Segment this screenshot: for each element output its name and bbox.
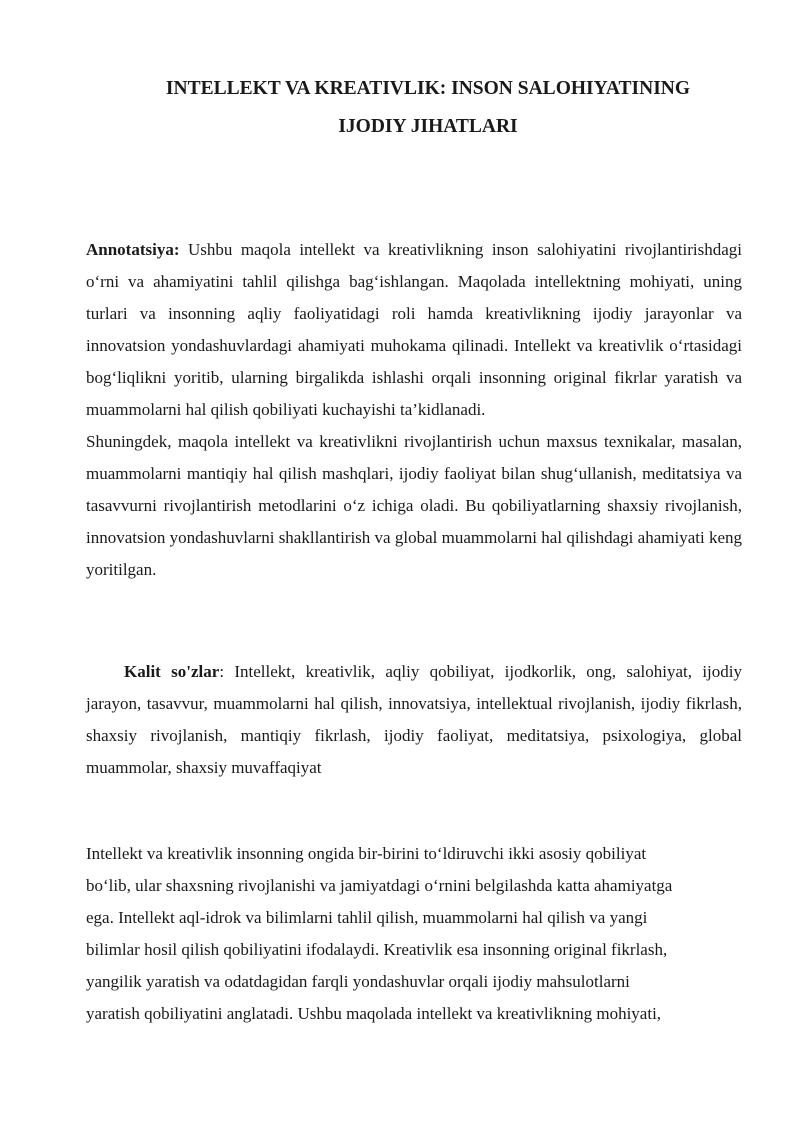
- abstract-label: Annotatsiya:: [86, 240, 180, 259]
- body-paragraph: [86, 838, 742, 1030]
- body-line: bilimlar hosil qilish qobiliyatini ifodalaydi. Kreativlik esa insonning original fikrlash,: [86, 940, 668, 959]
- body-line: bo‘lib, ular shaxsning rivojlanishi va jamiyatdagi o‘rnini belgilashda katta ahamiyatga: [86, 876, 673, 895]
- keywords-label: Kalit so'zlar: [124, 662, 220, 681]
- article-title-line-2: IJODIY JIHATLARI: [338, 116, 518, 137]
- abstract-section: [86, 234, 742, 586]
- body-line: ega. Intellekt aql-idrok va bilimlarni tahlil qilish, muammolarni hal qilish va yangi: [86, 908, 648, 927]
- article-title: [100, 70, 756, 146]
- abstract-paragraph-2: Shuningdek, maqola intellekt va kreativlikni rivojlantirish uchun maxsus texnikalar, masalan, muammolarni mantiqiy hal qilish mashqlari, ijodiy faoliyat bilan shug‘ullanish, meditatsiya va tasavvurni rivojlantirish metodlarini o‘z ichiga oladi. Bu qobiliyatlarning shaxsiy rivojlanish, innovatsion yondashuvlarni shakllantirish va global muammolarni hal qilishdagi ahamiyati keng yoritilgan.: [86, 432, 742, 579]
- abstract-text-1: Ushbu maqola intellekt va kreativlikning inson salohiyatini rivojlantirishdagi o‘rni va ahamiyatini tahlil qilishga bag‘ishlangan. Maqolada intellektning mohiyati, uning turlari va insonning aqliy faoliyatidagi roli hamda kreativlikning ijodiy jarayonlar va innovatsion yondashuvlardagi ahamiyati muhokama qilinadi. Intellekt va kreativlik o‘rtasidagi bog‘liqlikni yoritib, ularning birgalikda ishlashi orqali insonning original fikrlar yaratish va muammolarni hal qilish qobiliyati kuchayishi ta’kidlanadi.: [86, 240, 742, 419]
- keywords-text: : Intellekt, kreativlik, aqliy qobiliyat, ijodkorlik, ong, salohiyat, ijodiy jarayon, tasavvur, muammolarni hal qilish, innovatsiya, intellektual rivojlanish, ijodiy fikrlash, shaxsiy rivojlanish, mantiqiy fikrlash, ijodiy faoliyat, meditatsiya, psixologiya, global muammolar, shaxsiy muvaffaqiyat: [86, 662, 743, 777]
- body-line: Intellekt va kreativlik insonning ongida bir-birini to‘ldiruvchi ikki asosiy qobiliyat: [86, 844, 647, 863]
- body-line: yangilik yaratish va odatdagidan farqli yondashuvlar orqali ijodiy mahsulotlarni: [86, 972, 630, 991]
- keywords-section: [86, 656, 742, 784]
- article-title-line-1: INTELLEKT VA KREATIVLIK: INSON SALOHIYATINING: [165, 78, 691, 99]
- body-line: yaratish qobiliyatini anglatadi. Ushbu maqolada intellekt va kreativlikning mohiyati,: [86, 1004, 662, 1023]
- abstract-paragraph-1: [86, 234, 742, 426]
